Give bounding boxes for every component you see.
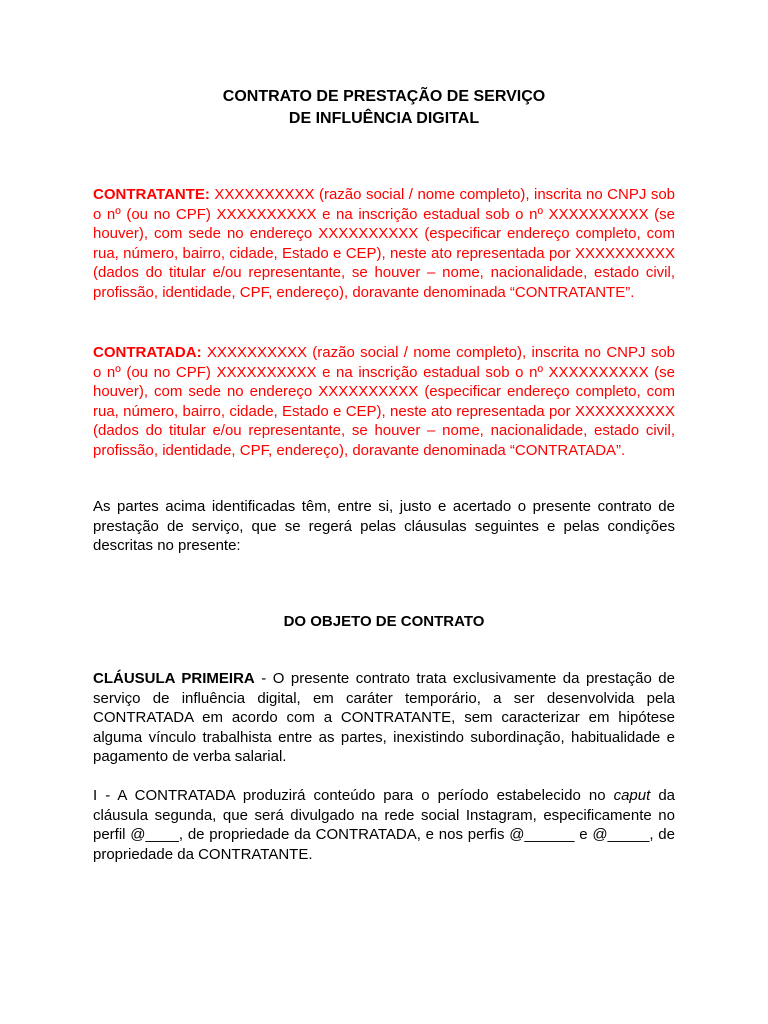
document-page	[93, 0, 675, 1024]
item-i-text-before: I - A CONTRATADA produzirá conteúdo para o período estabelecido no	[93, 787, 614, 804]
partes-paragraph: As partes acima identificadas têm, entre si, justo e acertado o presente contrato de prestação de serviço, que se regerá pelas cláusulas seguintes e pelas condições descritas no presente:	[93, 498, 675, 554]
item-i-text-after: da cláusula segunda, que será divulgado na rede social Instagram, especificamente no perfil @____, de propriedade da CONTRATADA, e nos perfis @______ e @_____, de propriedade da CONTRATANTE.	[93, 787, 675, 863]
contratante-label: CONTRATANTE:	[93, 186, 210, 203]
contract-title-line-2: DE INFLUÊNCIA DIGITAL	[288, 110, 480, 127]
clausula-primeira-text: - O presente contrato trata exclusivamente da prestação de serviço de influência digital, em caráter temporário, a ser desenvolvida pela CONTRATADA em acordo com a CONTRATANTE, sem caracterizar em hipótese alguma vínculo trabalhista entre as partes, inexistindo subordinação, habitualidade e pagamento de verba salarial.	[93, 670, 675, 765]
contract-title-line-1: CONTRATO DE PRESTAÇÃO DE SERVIÇO	[222, 88, 546, 105]
section-heading-objeto: DO OBJETO DE CONTRATO	[283, 613, 485, 630]
contratante-paragraph	[93, 185, 675, 302]
contratada-label: CONTRATADA:	[93, 344, 202, 361]
clausula-primeira-paragraph	[93, 669, 675, 767]
contratante-text: XXXXXXXXXX (razão social / nome completo), inscrita no CNPJ sob o nº (ou no CPF) XXXXXXXXXX e na inscrição estadual sob o nº XXXXXXXXXX (se houver), com sede no endereço XXXXXXXXXX (especificar endereço completo, com rua, número, bairro, cidade, Estado e CEP), neste ato representada por XXXXXXXXXX (dados do titular e/ou representante, se houver – nome, nacionalidade, estado civil, profissão, identidade, CPF, endereço), doravante denominada “CONTRATANTE”.	[93, 186, 675, 301]
contratada-paragraph	[93, 343, 675, 460]
clausula-primeira-label: CLÁUSULA PRIMEIRA	[93, 670, 255, 687]
item-i-paragraph	[93, 786, 675, 864]
contratada-text: XXXXXXXXXX (razão social / nome completo), inscrita no CNPJ sob o nº (ou no CPF) XXXXXXXXXX e na inscrição estadual sob o nº XXXXXXXXXX (se houver), com sede no endereço XXXXXXXXXX (especificar endereço completo, com rua, número, bairro, cidade, Estado e CEP), neste ato representada por XXXXXXXXXX (dados do titular e/ou representante, se houver – nome, nacionalidade, estado civil, profissão, identidade, CPF, endereço), doravante denominada “CONTRATADA”.	[93, 344, 675, 459]
item-i-caput: caput	[613, 787, 651, 804]
